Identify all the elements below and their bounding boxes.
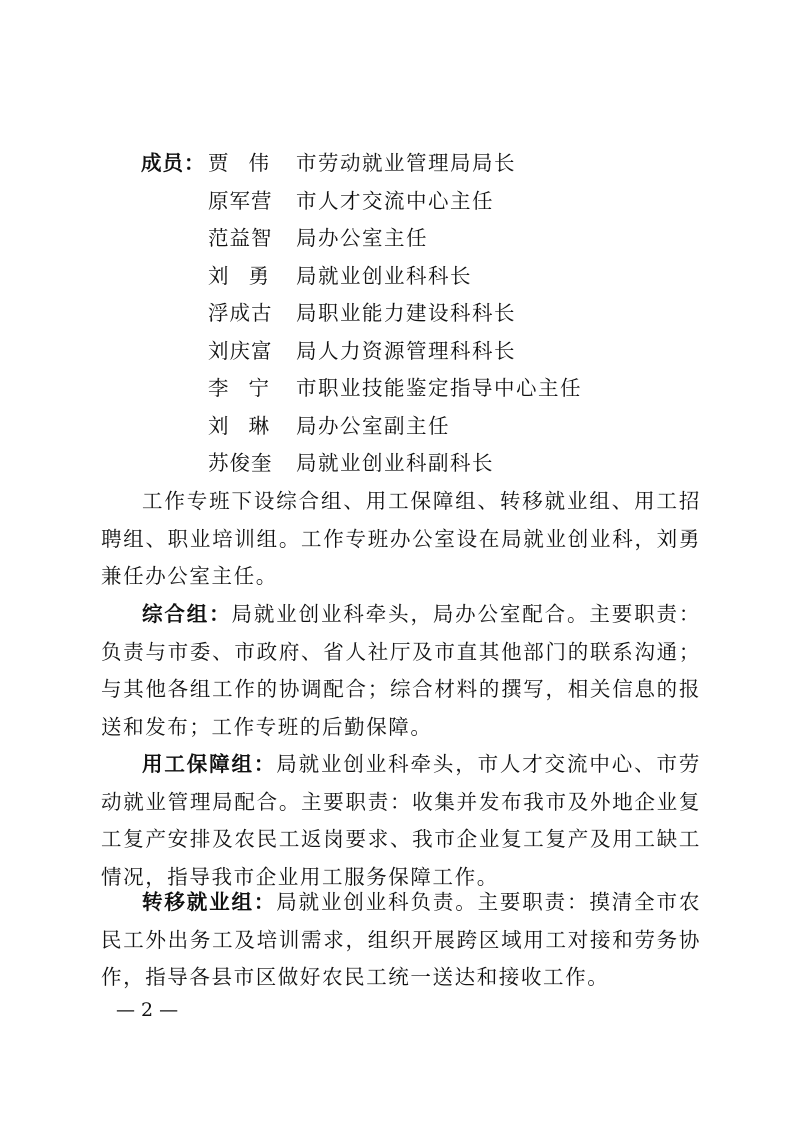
zonghe-paragraph — [101, 596, 701, 746]
members-label-spacer — [141, 295, 208, 333]
members-label-spacer — [141, 445, 208, 483]
yonggong-text: 局就业创业科牵头，市人才交流中心、市劳动就业管理局配合。主要职责：收集并发布我市及外地企业复工复产安排及农民工返岗要求、我市企业复工复产及用工缺工情况，指导我市企业用工服务保障工作。 — [101, 752, 701, 889]
zonghe-text: 局就业创业科牵头，局办公室配合。主要职责：负责与市委、市政府、省人社厅及市直其他部门的联系沟通；与其他各组工作的协调配合；综合材料的撰写，相关信息的报送和发布；工作专班的后勤保障。 — [101, 602, 701, 739]
member-role: 市职业技能鉴定指导中心主任 — [296, 376, 582, 400]
intro-paragraph — [101, 483, 701, 596]
member-row — [141, 295, 701, 333]
member-name: 李宁 — [208, 376, 289, 400]
yonggong-paragraph — [101, 746, 701, 896]
member-name: 刘庆富 — [208, 338, 273, 363]
member-role: 局职业能力建设科科长 — [296, 301, 516, 325]
zhuanyi-heading: 转移就业组： — [142, 890, 277, 914]
members-label-spacer — [141, 333, 208, 371]
member-name: 刘琳 — [208, 413, 289, 438]
members-label-spacer — [141, 183, 208, 221]
member-row — [141, 220, 701, 258]
member-role: 局办公室主任 — [296, 226, 428, 250]
member-row — [141, 145, 701, 183]
members-list — [141, 145, 701, 483]
member-row — [141, 183, 701, 221]
member-name: 浮成古 — [208, 301, 273, 325]
intro-text: 工作专班下设综合组、用工保障组、转移就业组、用工招聘组、职业培训组。工作专班办公室设在局就业创业科，刘勇兼任办公室主任。 — [101, 489, 701, 588]
member-row — [141, 408, 701, 446]
member-role: 市劳动就业管理局局长 — [296, 151, 516, 175]
member-name: 刘勇 — [208, 263, 289, 288]
members-label-spacer — [141, 258, 208, 296]
zonghe-heading: 综合组： — [142, 602, 232, 626]
zhuanyi-text: 局就业创业科负责。主要职责：摸清全市农民工外出务工及培训需求，组织开展跨区域用工对接和劳务协作，指导各县市区做好农民工统一送达和接收工作。 — [101, 890, 701, 989]
member-row — [141, 258, 701, 296]
members-label-spacer — [141, 220, 208, 258]
member-row — [141, 333, 701, 371]
yonggong-heading: 用工保障组： — [142, 752, 277, 776]
zhuanyi-paragraph — [101, 884, 701, 997]
page-number: — 2 — — [116, 999, 179, 1021]
member-role: 局就业创业科科长 — [296, 263, 472, 288]
member-role: 市人才交流中心主任 — [296, 188, 494, 213]
member-role: 局就业创业科副科长 — [296, 451, 494, 475]
member-name: 原军营 — [208, 188, 273, 213]
member-name: 苏俊奎 — [208, 451, 273, 475]
member-name: 贾伟 — [208, 151, 289, 175]
members-label: 成员： — [141, 151, 206, 175]
member-row — [141, 370, 701, 408]
member-role: 局办公室副主任 — [296, 413, 450, 438]
members-label-spacer — [141, 370, 208, 408]
member-name: 范益智 — [208, 226, 273, 250]
member-role: 局人力资源管理科科长 — [296, 338, 516, 363]
members-label-spacer — [141, 408, 208, 446]
member-row — [141, 445, 701, 483]
